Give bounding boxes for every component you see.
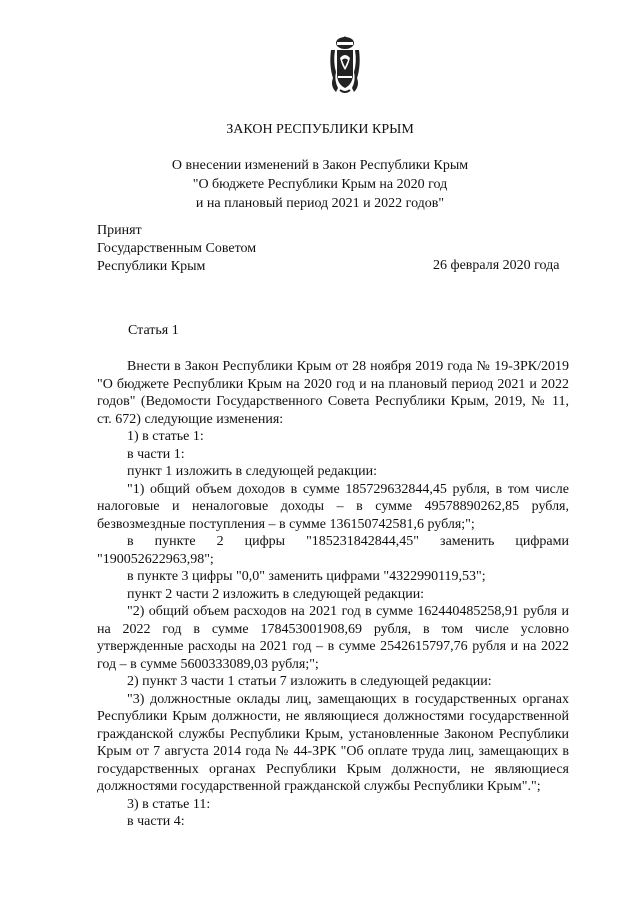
paragraph: 2) пункт 3 части 1 статьи 7 изложить в следующей редакции: xyxy=(127,674,492,689)
paragraph: Внести в Закон Республики Крым от 28 ноября 2019 года № 19-ЗРК/2019 "О бюджете Республики Крым на 2020 год и на плановый период 2021 и 2022 годов" (Ведомости Государственного Совета Республики Крым, 2019, № 11, ст. 672) следующие изменения: xyxy=(97,359,569,427)
adoption-date: 26 февраля 2020 года xyxy=(433,258,560,273)
paragraph: в пункте 3 цифры "0,0" заменить цифрами "4322990119,53"; xyxy=(127,569,486,584)
paragraph: 3) в статье 11: xyxy=(127,796,211,812)
adoption-block xyxy=(97,222,256,276)
article-body xyxy=(97,358,569,831)
paragraph: 1) в статье 1: xyxy=(127,429,204,444)
paragraph: пункт 2 части 2 изложить в следующей редакции: xyxy=(127,586,425,602)
paragraph: "2) общий объем расходов на 2021 год в сумме 162440485258,91 рубля и на 2022 год в сумме 178453001908,69 рубля, в том числе условно утвержденные расходы на 2021 год – в сумме 2542615797,76 рубля и на 2022 год – в сумме 5600333089,03 рубля;"; xyxy=(97,604,569,672)
paragraph: в части 1: xyxy=(127,446,185,462)
adoption-line: Республики Крым xyxy=(97,259,206,274)
law-subtitle xyxy=(0,156,640,213)
adoption-line: Государственным Советом xyxy=(97,241,257,256)
paragraph: "3) должностные оклады лиц, замещающих в государственных органах Республики Крым должности, не являющиеся должностями государственной гражданской службы Республики Крым, установленные Законом Республики Крым от 7 августа 2014 года № 44-ЗРК "Об оплате труда лиц, замещающих в государственных органах Республики Крым должности, не являющиеся должностями государственной гражданской службы Республики Крым"."; xyxy=(97,691,569,794)
paragraph: пункт 1 изложить в следующей редакции: xyxy=(127,464,377,479)
subtitle-line: "О бюджете Республики Крым на 2020 год xyxy=(192,177,448,192)
law-title: ЗАКОН РЕСПУБЛИКИ КРЫМ xyxy=(226,122,414,137)
crimea-coat-of-arms-icon xyxy=(328,36,362,96)
article-heading: Статья 1 xyxy=(128,323,179,338)
paragraph: в пункте 2 цифры "185231842844,45" заменить цифрами "190052622963,98"; xyxy=(97,534,569,567)
subtitle-line: и на плановый период 2021 и 2022 годов" xyxy=(195,196,445,211)
subtitle-line: О внесении изменений в Закон Республики Крым xyxy=(171,158,469,173)
paragraph: в части 4: xyxy=(127,814,185,829)
adoption-line: Принят xyxy=(97,223,142,238)
paragraph: "1) общий объем доходов в сумме 185729632844,45 рубля, в том числе налоговые и неналоговые доходы – в сумме 49578890262,85 рубля, безвозмездные поступления – в сумме 136150742581,6 рубля;"; xyxy=(97,481,569,532)
